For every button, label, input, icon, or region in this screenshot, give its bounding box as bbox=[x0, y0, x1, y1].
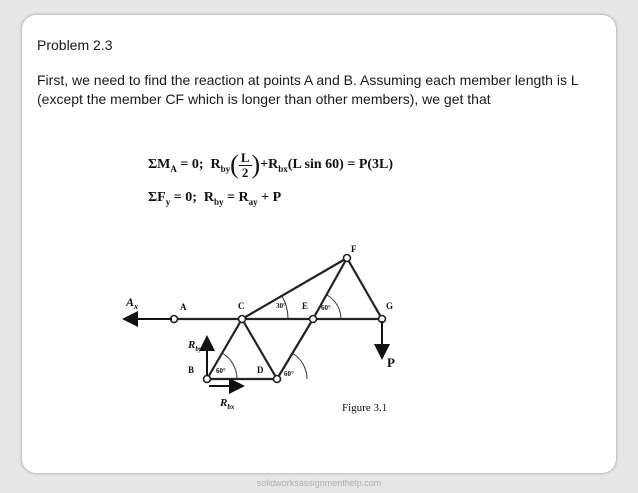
label-A: A bbox=[180, 302, 187, 312]
label-P: P bbox=[387, 355, 395, 370]
problem-title: Problem 2.3 bbox=[37, 37, 113, 53]
eq1-lhs-tail: = 0; bbox=[176, 157, 204, 173]
figure-caption: Figure 3.1 bbox=[342, 402, 388, 414]
label-G: G bbox=[386, 301, 394, 311]
eq2-lhs-tail: = 0; bbox=[170, 190, 197, 205]
joint-D bbox=[274, 376, 281, 383]
joint-F bbox=[344, 255, 351, 262]
label-angle-60-E: 60° bbox=[321, 304, 331, 312]
eq1-fraction bbox=[239, 151, 252, 180]
eq2-r1-sub: by bbox=[213, 196, 224, 207]
eq2-r1: R bbox=[203, 190, 214, 205]
member-DE bbox=[277, 319, 313, 379]
eq2-rhs: + P bbox=[257, 190, 282, 205]
eq1-r2: R bbox=[268, 157, 279, 173]
label-angle-30: 30° bbox=[276, 302, 286, 310]
label-angle-60-D: 60° bbox=[284, 370, 294, 378]
label-C: C bbox=[238, 301, 245, 311]
eq1-plus: + bbox=[260, 157, 269, 173]
member-FG bbox=[347, 258, 382, 319]
eq1-lhs: ΣM bbox=[148, 157, 171, 173]
eq2-mid: = bbox=[223, 190, 239, 205]
eq2-r2-sub: ay bbox=[248, 196, 258, 207]
label-angle-60-B: 60° bbox=[216, 367, 226, 375]
arc-60-D bbox=[292, 353, 307, 379]
truss-figure bbox=[110, 240, 450, 430]
joint-C bbox=[239, 316, 246, 323]
eq1-frac-num: L bbox=[240, 149, 250, 165]
label-Rby: $R_{by}$ bbox=[188, 339, 202, 353]
arc-60-B bbox=[222, 353, 237, 379]
eq2-lhs-sub: y bbox=[165, 196, 171, 207]
eq2-lhs: ΣF bbox=[148, 190, 166, 205]
eq1-r1: R bbox=[210, 157, 221, 173]
eq1-inner: L sin 60 bbox=[292, 157, 340, 173]
joint-E bbox=[310, 316, 317, 323]
label-Rbx: $R_{bx}$ bbox=[220, 397, 235, 411]
label-F: F bbox=[351, 244, 357, 254]
eq2-r2: R bbox=[238, 190, 249, 205]
eq1-r1-sub: by bbox=[220, 164, 231, 175]
joint-B bbox=[204, 376, 211, 383]
label-B: B bbox=[188, 365, 195, 375]
eq1-rhs: = P(3L) bbox=[347, 157, 394, 173]
eq1-r2-sub: bx bbox=[278, 164, 288, 175]
force-equation bbox=[148, 190, 281, 207]
intro-paragraph: First, we need to find the reaction at points A and B. Assuming each member length is L (except the member CF which is longer than other members), we get that bbox=[37, 72, 579, 107]
eq1-lhs-sub: A bbox=[170, 164, 177, 175]
eq1-frac-den: 2 bbox=[241, 164, 249, 180]
moment-equation: $\Sigma M_A = 0$; $R_{by}$( $\frac{L}{2}$ )$+R_{bx}(L$ sin 60) = P(3L) bbox=[148, 149, 394, 180]
label-D: D bbox=[257, 365, 264, 375]
label-E: E bbox=[302, 301, 309, 311]
label-Ax: $A_x$ bbox=[126, 295, 139, 311]
footer-watermark: solidworksassignmenthelp.com bbox=[256, 478, 382, 488]
